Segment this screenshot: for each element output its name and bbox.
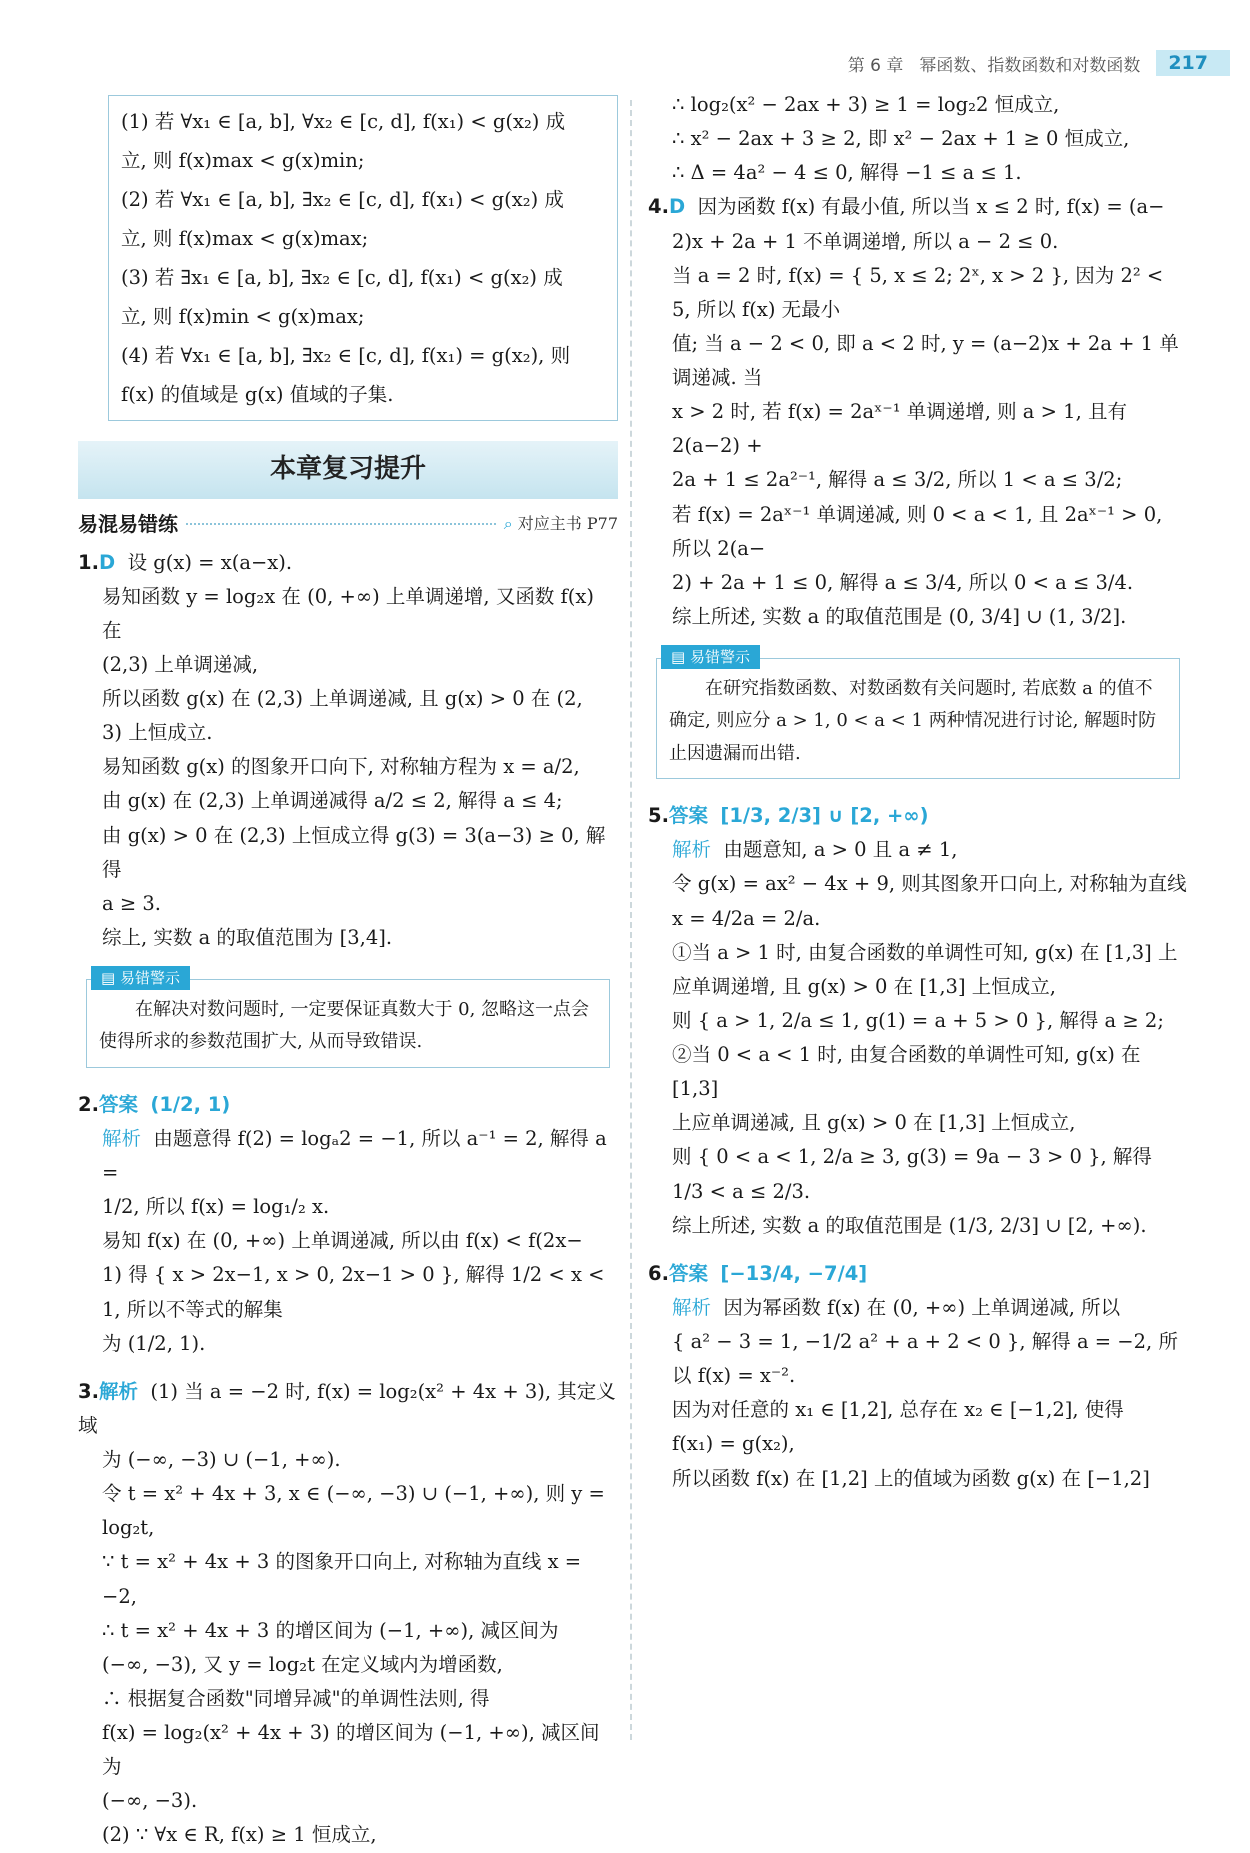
solution-line: x > 2 时, 若 f(x) = 2aˣ⁻¹ 单调递增, 则 a > 1, 且有 2(a−2) + — [672, 400, 1127, 458]
summary-line: (3) 若 ∃x₁ ∈ [a, b], ∃x₂ ∈ [c, d], f(x₁) < g(x₂) 成 — [121, 266, 563, 289]
solution-line: 由 g(x) > 0 在 (2,3) 上恒成立得 g(3) = 3(a−3) ≥ 0, 解得 — [102, 823, 606, 881]
question-2 — [78, 1088, 618, 1361]
solution-line: 为 (1/2, 1). — [102, 1331, 206, 1355]
analysis-label: 解析 — [672, 838, 712, 862]
answer-value: [1/3, 2/3] ∪ [2, +∞) — [720, 804, 929, 828]
solution-line: { a² − 3 = 1, −1/2 a² + a + 2 < 0 }, 解得 a = −2, 所以 f(x) = x⁻². — [672, 1330, 1178, 1388]
page-header — [848, 48, 1230, 78]
question-number: 1. — [78, 550, 99, 574]
chapter-number: 第 6 章 — [847, 55, 904, 76]
page-number: 217 — [1156, 50, 1230, 76]
solution-line: 值; 当 a − 2 < 0, 即 a < 2 时, y = (a−2)x + 2a + 1 单调递减. 当 — [672, 331, 1179, 389]
solution-line: 综上所述, 实数 a 的取值范围是 (1/3, 2/3] ∪ [2, +∞). — [672, 1213, 1147, 1237]
answer-choice: D — [98, 550, 116, 574]
solution-line: ∴ Δ = 4a² − 4 ≤ 0, 解得 −1 ≤ a ≤ 1. — [672, 161, 1022, 185]
question-1 — [78, 546, 618, 1068]
solution-line: 令 g(x) = ax² − 4x + 9, 则其图象开口向上, 对称轴为直线 — [672, 872, 1187, 896]
summary-line: f(x) 的值域是 g(x) 值域的子集. — [121, 383, 394, 406]
question-number: 5. — [648, 804, 669, 828]
solution-line: 易知 f(x) 在 (0, +∞) 上单调递减, 所以由 f(x) < f(2x− — [102, 1229, 583, 1253]
answer-value: (1/2, 1) — [150, 1092, 231, 1116]
warning-text: 在研究指数函数、对数函数有关问题时, 若底数 a 的值不确定, 则应分 a > 1, 0 < a < 1 两种情况进行讨论, 解题时防止因遗漏而出错. — [669, 678, 1157, 764]
solution-line: 所以函数 f(x) 在 [1,2] 上的值域为函数 g(x) 在 [−1,2] — [672, 1466, 1150, 1490]
solution-line: 1/2, 所以 f(x) = log₁/₂ x. — [102, 1195, 330, 1219]
summary-line: 立, 则 f(x)max < g(x)min; — [121, 149, 365, 172]
answer-label: 答案 — [668, 804, 708, 828]
question-5 — [648, 799, 1188, 1243]
answer-label: 答案 — [668, 1261, 708, 1285]
solution-line: 2)x + 2a + 1 不单调递增, 所以 a − 2 ≤ 0. — [672, 229, 1059, 253]
question-4 — [648, 190, 1188, 779]
solution-line: ∵ t = x² + 4x + 3 的图象开口向上, 对称轴为直线 x = −2, — [102, 1550, 582, 1608]
solution-line: 易知函数 y = log₂x 在 (0, +∞) 上单调递增, 又函数 f(x) 在 — [102, 584, 594, 642]
question-3 — [78, 1375, 618, 1853]
warning-box — [656, 648, 1180, 779]
solution-line: a ≥ 3. — [102, 891, 161, 915]
solution-line: 为 (−∞, −3) ∪ (−1, +∞). — [102, 1448, 341, 1472]
solution-line: ∴ log₂(x² − 2ax + 3) ≥ 1 = log₂2 恒成立, — [672, 93, 1060, 116]
summary-box — [108, 95, 618, 421]
solution-line: ∴ x² − 2ax + 3 ≥ 2, 即 x² − 2ax + 1 ≥ 0 恒成立, — [672, 127, 1130, 151]
solution-line: 综上所述, 实数 a 的取值范围是 (0, 3/4] ∪ (1, 3/2]. — [672, 604, 1127, 628]
question-6 — [648, 1257, 1188, 1496]
question-number: 2. — [78, 1092, 99, 1116]
solution-line: ②当 0 < a < 1 时, 由复合函数的单调性可知, g(x) 在 [1,3] — [672, 1043, 1141, 1101]
solution-line: ∴ 根据复合函数"同增异减"的单调性法则, 得 — [102, 1686, 490, 1710]
warning-label: ▤ 易错警示 — [91, 966, 190, 990]
book-reference — [504, 510, 618, 538]
section-header — [78, 507, 618, 542]
solution-line: 易知函数 g(x) 的图象开口向下, 对称轴方程为 x = a/2, — [102, 755, 580, 779]
right-column — [648, 88, 1188, 1496]
solution-line: 令 t = x² + 4x + 3, x ∈ (−∞, −3) ∪ (−1, +∞), 则 y = log₂t, — [102, 1482, 605, 1540]
warning-box — [86, 969, 610, 1068]
answer-label: 答案 — [98, 1092, 138, 1116]
solution-line: 若 f(x) = 2aˣ⁻¹ 单调递减, 则 0 < a < 1, 且 2aˣ⁻¹ > 0, 所以 2(a− — [672, 502, 1163, 560]
warning-text: 在解决对数问题时, 一定要保证真数大于 0, 忽略这一点会使得所求的参数范围扩大, 从而导致错误. — [99, 999, 590, 1053]
solution-line: 因为幂函数 f(x) 在 (0, +∞) 上单调递减, 所以 — [723, 1295, 1121, 1319]
answer-value: [−13/4, −7/4] — [720, 1261, 868, 1285]
solution-line: (−∞, −3), 又 y = log₂t 在定义域内为增函数, — [102, 1652, 503, 1676]
solution-line: 由题意得 f(2) = logₐ2 = −1, 所以 a⁻¹ = 2, 解得 a = — [102, 1126, 607, 1185]
solution-line: 因为对任意的 x₁ ∈ [1,2], 总存在 x₂ ∈ [−1,2], 使得 — [672, 1398, 1124, 1422]
solution-line: 由题意知, a > 0 且 a ≠ 1, — [723, 838, 958, 862]
book-reference-text: 对应主书 P77 — [517, 514, 618, 533]
solution-line: 则 { 0 < a < 1, 2/a ≥ 3, g(3) = 9a − 3 > 0 }, 解得 1/3 < a ≤ 2/3. — [672, 1145, 1152, 1203]
solution-line: ①当 a > 1 时, 由复合函数的单调性可知, g(x) 在 [1,3] 上 — [672, 940, 1178, 964]
dotted-rule — [186, 523, 496, 525]
solution-line: (1) 当 a = −2 时, f(x) = log₂(x² + 4x + 3), 其定义域 — [78, 1379, 616, 1437]
solution-line: 综上, 实数 a 的取值范围为 [3,4]. — [102, 925, 393, 949]
analysis-label: 解析 — [98, 1379, 138, 1403]
solution-line: (2) ∵ ∀x ∈ R, f(x) ≥ 1 恒成立, — [102, 1823, 377, 1847]
solution-line: ∴ t = x² + 4x + 3 的增区间为 (−1, +∞), 减区间为 — [102, 1618, 559, 1642]
solution-line: 应单调递增, 且 g(x) > 0 在 [1,3] 上恒成立, — [672, 974, 1056, 998]
summary-line: (2) 若 ∀x₁ ∈ [a, b], ∃x₂ ∈ [c, d], f(x₁) < g(x₂) 成 — [121, 188, 564, 211]
chapter-title: 幂函数、指数函数和对数函数 — [919, 55, 1141, 76]
solution-line: f(x₁) = g(x₂), — [672, 1432, 795, 1456]
solution-line: 2a + 1 ≤ 2a²⁻¹, 解得 a ≤ 3/2, 所以 1 < a ≤ 3/2; — [672, 468, 1123, 492]
section-title: 易混易错练 — [78, 511, 178, 536]
solution-line: 1) 得 { x > 2x−1, x > 0, 2x−1 > 0 }, 解得 1/2 < x < 1, 所以不等式的解集 — [102, 1263, 605, 1321]
solution-line: 3) 上恒成立. — [102, 721, 213, 745]
solution-line: 则 { a > 1, 2/a ≤ 1, g(1) = a + 5 > 0 }, 解得 a ≥ 2; — [672, 1008, 1164, 1032]
chapter-review-banner: 本章复习提升 — [78, 441, 618, 499]
summary-line: (4) 若 ∀x₁ ∈ [a, b], ∃x₂ ∈ [c, d], f(x₁) = g(x₂), 则 — [121, 344, 571, 367]
question-number: 6. — [648, 1261, 669, 1285]
summary-line: (1) 若 ∀x₁ ∈ [a, b], ∀x₂ ∈ [c, d], f(x₁) < g(x₂) 成 — [121, 110, 566, 133]
solution-line: f(x) = log₂(x² + 4x + 3) 的增区间为 (−1, +∞), 减区间为 — [102, 1721, 600, 1779]
solution-line: 2) + 2a + 1 ≤ 0, 解得 a ≤ 3/4, 所以 0 < a ≤ 3/4. — [672, 570, 1134, 594]
question-number: 4. — [648, 195, 669, 219]
solution-line: 上应单调递减, 且 g(x) > 0 在 [1,3] 上恒成立, — [672, 1111, 1076, 1135]
answer-choice: D — [668, 195, 686, 219]
solution-line: 设 g(x) = x(a−x). — [127, 550, 293, 574]
analysis-label: 解析 — [102, 1126, 142, 1150]
solution-line: 所以函数 g(x) 在 (2,3) 上单调递减, 且 g(x) > 0 在 (2, — [102, 687, 583, 710]
analysis-label: 解析 — [672, 1295, 712, 1319]
summary-line: 立, 则 f(x)max < g(x)max; — [121, 227, 369, 250]
solution-line: x = 4/2a = 2/a. — [672, 906, 821, 930]
left-column — [78, 95, 618, 1853]
solution-line: (−∞, −3). — [102, 1789, 198, 1813]
solution-line: 由 g(x) 在 (2,3) 上单调递减得 a/2 ≤ 2, 解得 a ≤ 4; — [102, 789, 563, 813]
solution-line: 因为函数 f(x) 有最小值, 所以当 x ≤ 2 时, f(x) = (a− — [697, 195, 1165, 219]
warning-label: ▤ 易错警示 — [661, 645, 760, 669]
column-divider — [630, 100, 632, 1740]
magnifier-icon: ⌕ — [503, 514, 513, 533]
summary-line: 立, 则 f(x)min < g(x)max; — [121, 305, 365, 328]
question-number: 3. — [78, 1379, 99, 1403]
solution-line: (2,3) 上单调递减, — [102, 652, 259, 676]
solution-line: 当 a = 2 时, f(x) = { 5, x ≤ 2; 2ˣ, x > 2 }, 因为 2² < 5, 所以 f(x) 无最小 — [672, 263, 1164, 321]
